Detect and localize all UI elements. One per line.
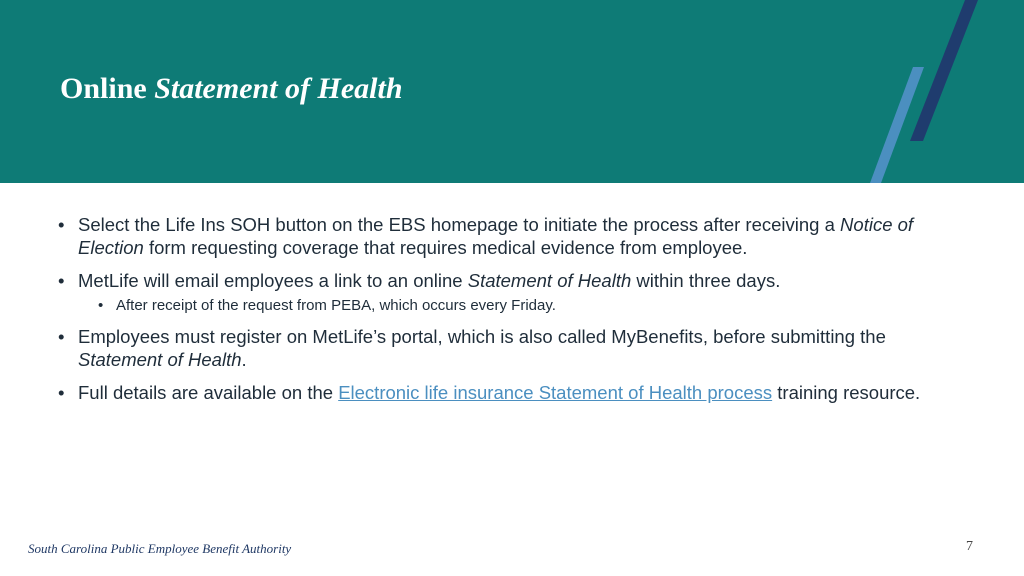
light-stripe: [870, 67, 924, 183]
title-plain: Online: [60, 72, 147, 105]
bullet-full-details: • Full details are available on the Electronic life insurance Statement of Health process training resource.: [58, 381, 973, 404]
bullet-register-portal: • Employees must register on MetLife’s portal, which is also called MyBenefits, before submitting the Statement of Health.: [58, 325, 973, 371]
soh-process-link[interactable]: Electronic life insurance Statement of Health process: [338, 382, 773, 403]
sub-bullet-receipt: • After receipt of the request from PEBA, which occurs every Friday.: [58, 296, 973, 316]
footer-org-name: South Carolina Public Employee Benefit Authority: [28, 541, 292, 556]
page-number: 7: [966, 539, 973, 554]
bullet-list: [58, 213, 973, 404]
bullet-metlife-email: • MetLife will email employees a link to an online Statement of Health within three days.: [58, 269, 973, 292]
title-italic: Statement of Health: [154, 72, 403, 105]
bullet-content: [58, 213, 973, 414]
page-title: [60, 72, 403, 106]
bullet-life-ins-soh: • Select the Life Ins SOH button on the EBS homepage to initiate the process after receiving a Notice of Election form requesting coverage that requires medical evidence from employee.: [58, 213, 973, 259]
